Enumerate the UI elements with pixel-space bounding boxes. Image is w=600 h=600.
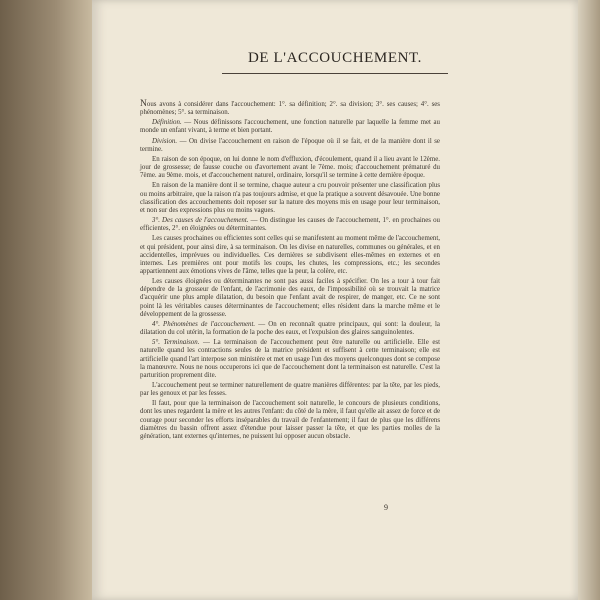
paragraph-lead: Division. (152, 137, 178, 145)
paragraph-text: — Nous définissons l'accouchement, une fonction naturelle par laquelle la femme met au monde un enfant vivant, à terme et bien portant. (140, 119, 440, 135)
paragraph-text: Il faut, pour que la terminaison de l'accouchement soit naturelle, le concours de plusieurs conditions, dont les unes regardent la mère et les autres l'enfant: du côté de la mère, il faut qu'elle ait assez de force et de courage pour seconder les efforts inséparables du travail de l'enfantement; il faut de plus que les différens diamètres du bassin offrent assez d'étendue pour laisser passer la tête, et que les parties molles de la génération, tant externes qu'internes, ne puissent lui opposer aucun obstacle. (140, 400, 440, 440)
scan-background-right (578, 0, 600, 600)
paragraph-text: L'accouchement peut se terminer naturellement de quatre manières différentes: par la tête, par les pieds, par les genoux et par les fesses. (140, 382, 440, 398)
paragraph-lead: 3°. Des causes de l'accouchement. (152, 217, 249, 225)
paragraph-conditions (140, 400, 440, 441)
dropcap-letter: N (140, 99, 147, 109)
page-body (140, 100, 440, 441)
paragraph-prochaines (140, 235, 440, 276)
scan-background-left (0, 0, 92, 600)
paragraph-text: — On en reconnaît quatre principaux, qui sont: la douleur, la dilatation du col utérin, la formation de la poche des eaux, et l'expulsion des glaires sanguinolentes. (140, 320, 440, 337)
paragraph-text: Les causes éloignées ou déterminantes ne sont pas aussi faciles à spécifier. On les a tour à tour fait dépendre de la grosseur de l'enfant, de l'acrimonie des eaux, de l'impossibilité où se trouvait la matrice d'acquérir une plus ample dilatation, du besoin que l'enfant avait de respirer, de manger, etc. Ce ne sont point là les véritables causes déterminantes de l'accouchement; elles résident dans la marche même et le développement de la grossesse. (140, 278, 440, 318)
paragraph-quatre (140, 382, 440, 398)
paragraph-maniere (140, 182, 440, 215)
page-number: 9 (384, 503, 388, 512)
paragraph-division (140, 138, 440, 154)
book-page (92, 0, 578, 600)
paragraph-text: Les causes prochaines ou efficientes sont celles qui se manifestent au moment même de l'accouchement, et qui président, pour ainsi dire, à sa terminaison. On les divise en naturelles, communes ou générales, et en accidentelles, imprévues ou individuelles. Ces dernières se subdivisent elles-mêmes en externes et en internes. Les premières ont pour motifs les coups, les chutes, les compressions, etc.; les secondes appartiennent aux émotions vives de l'âme, telles que la peur, la colère, etc. (140, 235, 440, 275)
paragraph-terminaison (140, 339, 440, 380)
paragraph-intro (140, 100, 440, 117)
paragraph-causes (140, 217, 440, 233)
paragraph-lead: 5°. Terminaison. (152, 339, 200, 347)
paragraph-lead: 4°. Phénomènes de l'accouchement. (152, 320, 256, 328)
paragraph-eloignees (140, 278, 440, 319)
paragraph-text: En raison de la manière dont il se termine, chaque auteur a cru pouvoir présenter une classification plus ou moins arbitraire, que la raison n'a pas toujours admise, et que la pratique a souvent désavouée. Une bonne classification des accouchements doit reposer sur la nature des moyens mis en usage pour leur terminaison, et non sur des expressions plus ou moins vagues. (140, 182, 440, 214)
paragraph-lead: Définition. (152, 119, 182, 127)
paragraph-definition (140, 119, 440, 135)
paragraph-epoque (140, 156, 440, 180)
page-title: DE L'ACCOUCHEMENT. (247, 50, 423, 66)
paragraph-text: — On distingue les causes de l'accouchement, 1°. en prochaines ou efficientes, 2°. en éloignées ou déterminantes. (140, 217, 440, 233)
paragraph-text: ous avons à considérer dans l'accouchement: 1°. sa définition; 2°. sa division; 3°. ses causes; 4°. ses phénomènes; 5°. sa terminaison. (140, 101, 440, 117)
paragraph-text: En raison de son époque, on lui donne le nom d'effluxion, d'écoulement, quand il a lieu avant le 12ème. jour de grossesse; de fausse couche ou d'avortement avant le 7ème. mois; d'accouchement prématuré du 7ème. au 9ème. mois, et d'accouchement naturel, ordinaire, lorsqu'il se termine à cette dernière époque. (140, 155, 440, 180)
title-rule (222, 73, 448, 74)
paragraph-text: — On divise l'accouchement en raison de l'époque où il se fait, et de la manière dont il se termine. (140, 137, 440, 153)
paragraph-text: — La terminaison de l'accouchement peut être naturelle ou artificielle. Elle est naturelle quand les contractions seules de la matrice président et suffisent à cette terminaison; elle est artificielle quand l'art interpose son ministère et met en usage l'un des moyens quelconques dont se compose la manœuvre. Nous ne nous occuperons ici que de l'accouchement dont la terminaison est naturelle. C'est la parturition proprement dite. (140, 339, 440, 379)
paragraph-phenomenes (140, 321, 440, 337)
